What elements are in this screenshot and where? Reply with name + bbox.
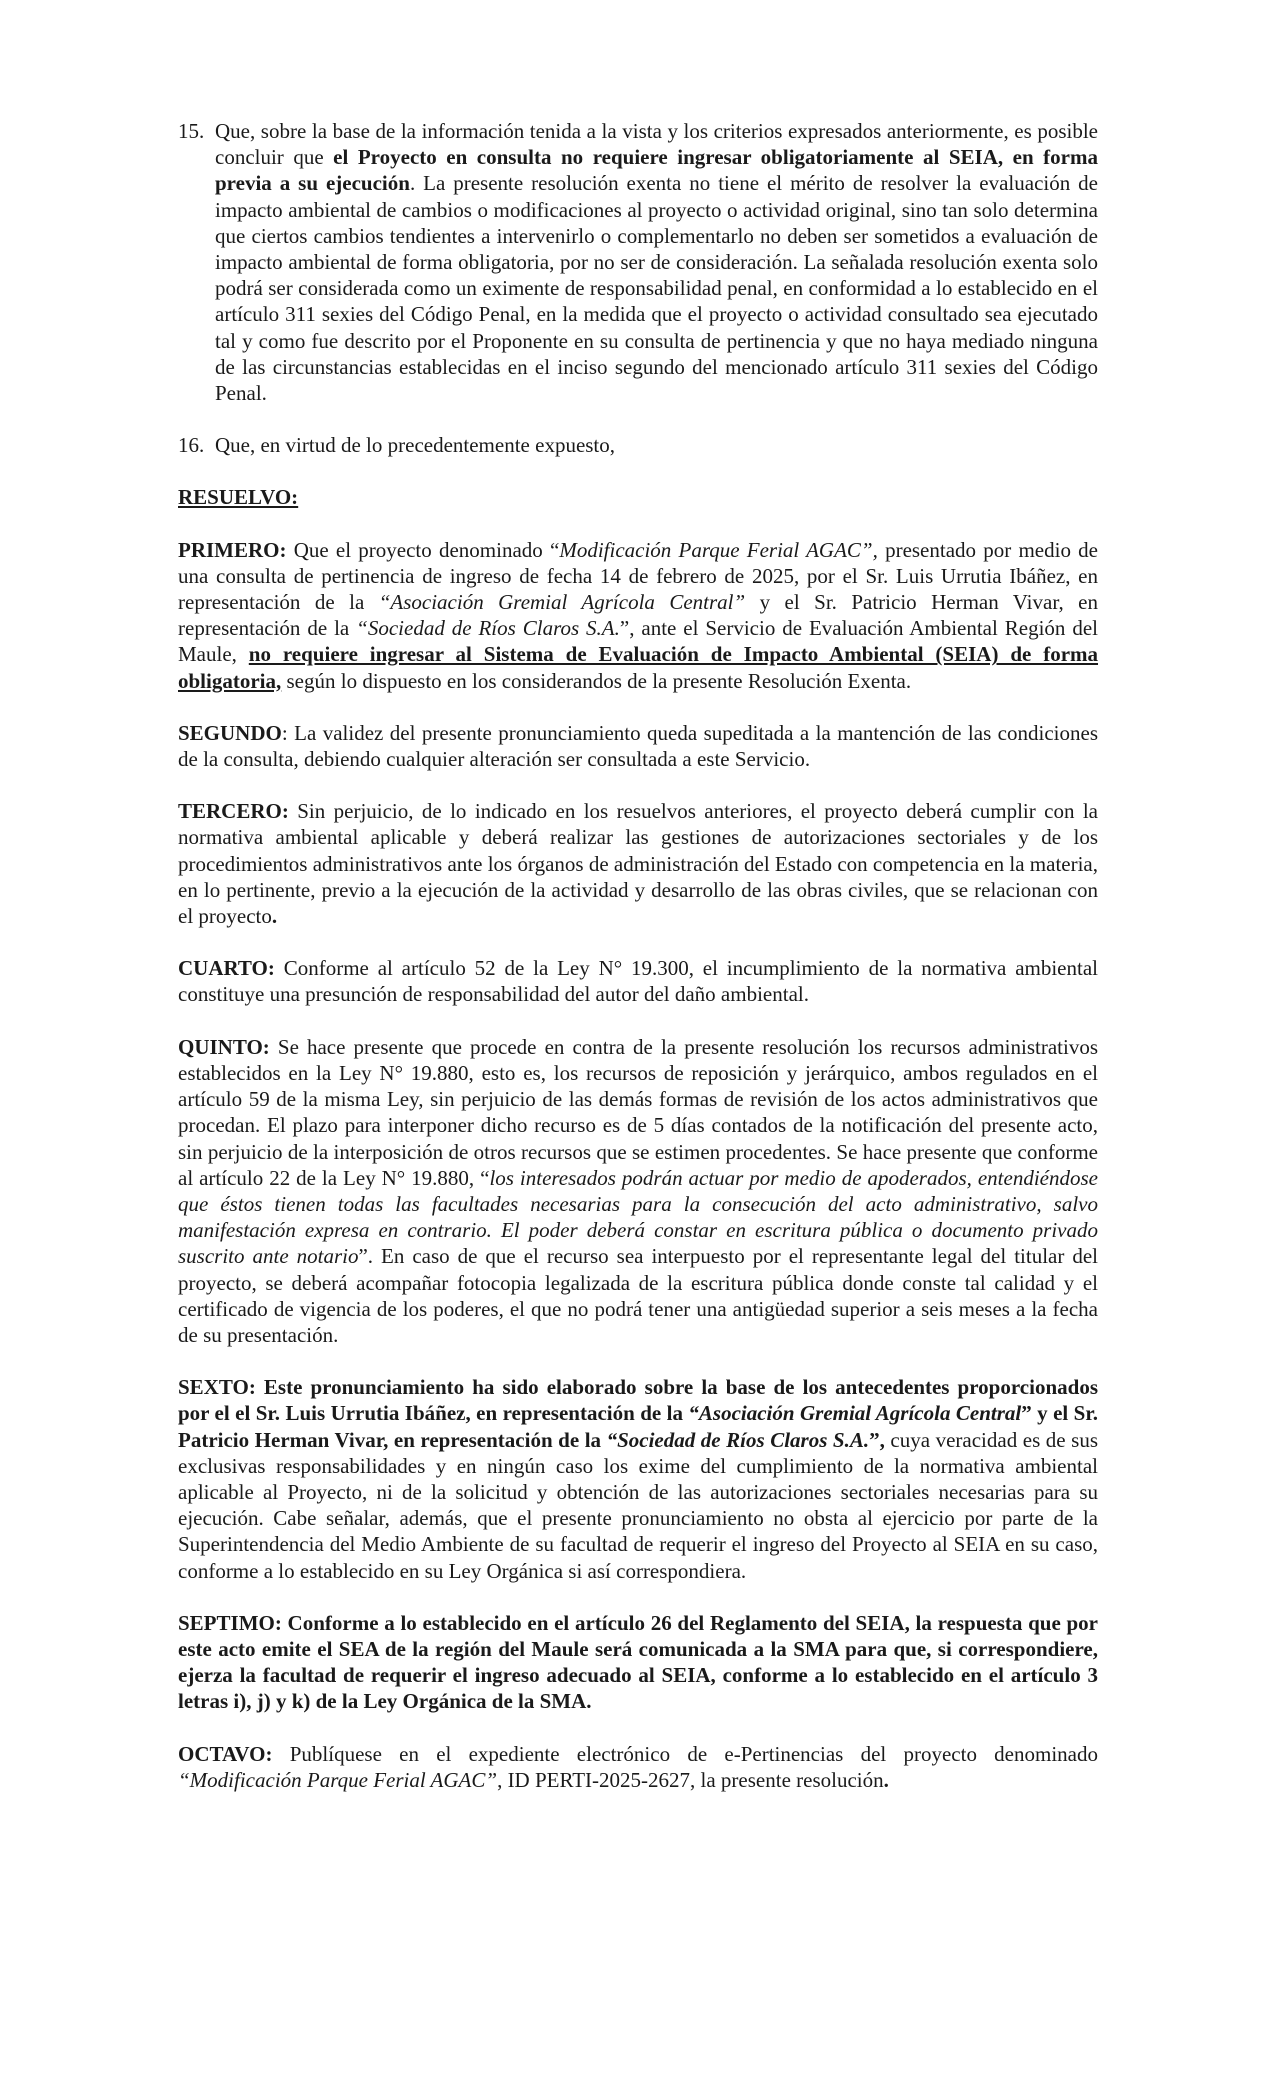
text-run: . La presente resolución exenta no tiene el mérito de resolver la evaluación de impacto ambiental de cambios o modificaciones al proyecto o actividad original, sino tan solo determina que ciertos cambios tendientes a intervenirlo o complementarlo no deben ser sometidos a evaluación de impacto ambiental de forma obligatoria, por no ser de consideración. La señalada resolución exenta solo podrá ser considerada como un eximente de responsabilidad penal, en conformidad a lo establecido en el artículo 311 sexies del Código Penal, en la medida que el proyecto o actividad consultado sea ejecutado tal y como fue descrito por el Proponente en su consulta de pertinencia y que no haya mediado ninguna de las circunstancias establecidas en el inciso segundo del mencionado artículo 311 sexies del Código Penal. [215,171,1098,406]
resuelvo-octavo [178,1741,1098,1793]
paragraph-text: Que, en virtud de lo precedentemente expuesto, [215,433,616,458]
bold-italic-run: “Asociación Gremial Agrícola Central [688,1401,1022,1426]
text-run: Se hace presente que procede en contra de la presente resolución los recursos administrativos establecidos en la Ley N° 19.880, esto es, los recursos de reposición y jerárquico, ambos regulados en el artículo 59 de la misma Ley, sin perjuicio de las demás formas de revisión de los actos administrativos que procedan. El plazo para interponer dicho recurso es de 5 días contados de la notificación del presente acto, sin perjuicio de la interposición de otros recursos que se estimen procedentes. Se hace presente que conforme al artículo 22 de la Ley N° 19.880, “ [178,1034,1098,1190]
document-body [178,118,1098,1793]
text-run: Que el proyecto denominado “ [286,537,560,562]
text-run: según lo dispuesto en los considerandos de la presente Resolución Exenta. [281,668,912,693]
italic-run: “Asociación Gremial Agrícola Central” [378,590,746,615]
paragraph-text [215,118,1098,406]
text-run: cuya veracidad es de sus exclusivas responsabilidades y en ningún caso los exime del cumplimiento de la normativa ambiental aplicable al Proyecto, ni de la solicitud y obtención de las autorizaciones sectoriales necesarias para su ejecución. Cabe señalar, además, que el presente pronunciamiento no obsta al ejercicio por parte de la Superintendencia del Medio Ambiente de su facultad de requerir el ingreso del Proyecto al SEIA en su caso, conforme a lo establecido en su Ley Orgánica si así correspondiera. [178,1427,1098,1583]
text-run: Publíquese en el expediente electrónico de e-Pertinencias del proyecto denominado [272,1741,1098,1766]
resuelvo-tercero [178,798,1098,929]
considerando-15 [178,118,1098,406]
text-run: ”. En caso de que el recurso sea interpuesto por el representante legal del titular del proyecto, se deberá acompañar fotocopia legalizada de la escritura pública donde conste tal calidad y el certificado de vigencia de los poderes, el que no podrá tener una antigüedad superior a seis meses a la fecha de su presentación. [178,1244,1098,1347]
resuelvo-sexto [178,1374,1098,1584]
item-number: 15. [178,119,205,143]
italic-quote: los interesados podrán actuar por medio de apoderados, entendiéndose que éstos tienen todas las facultades necesarias para la consecución del acto administrativo, salvo manifestación expresa en contrario. El poder deberá constar en escritura pública o documento privado suscrito ante notario [178,1165,1098,1269]
section-label: CUARTO: [178,956,275,981]
bold-run: ” y el Sr. Patricio Herman Vivar, en representación de la [178,1401,1098,1452]
section-label: QUINTO: [178,1034,270,1059]
bold-run: ”, [869,1427,885,1452]
italic-run: “Modificación Parque Ferial AGAC” [178,1767,498,1792]
considerando-16 [178,432,1098,458]
bold-italic-run: “Sociedad de Ríos Claros S.A. [606,1427,870,1452]
resuelvo-septimo [178,1610,1098,1715]
italic-run: Modificación Parque Ferial AGAC”, [559,537,878,562]
bold-period: . [883,1767,889,1792]
text-run: : La validez del presente pronunciamiento queda supeditada a la mantención de las condiciones de la consulta, debiendo cualquier alteración ser consultada a este Servicio. [178,720,1098,772]
italic-run: “Sociedad de Ríos Claros S.A. [356,616,620,641]
item-number: 16. [178,433,205,458]
section-label: OCTAVO: [178,1741,273,1766]
resuelvo-cuarto [178,955,1098,1007]
section-label: TERCERO: [178,799,289,824]
bold-run: SEPTIMO: Conforme a lo establecido en el artículo 26 del Reglamento del SEIA, la respuesta que por este acto emite el SEA de la región del Maule será comunicada a la SMA para que, si correspondiere, ejerza la facultad de requerir el ingreso adecuado al SEIA, conforme a lo establecido en el artículo 3 letras i), j) y k) de la Ley Orgánica de la SMA. [178,1610,1098,1714]
bold-run: el Proyecto en consulta no requiere ingresar obligatoriamente al SEIA, en forma previa a su ejecución [215,145,1098,196]
resuelvo-heading: RESUELVO: [178,485,299,510]
section-label: SEXTO [178,1375,249,1400]
bold-underline-run: no requiere ingresar al Sistema de Evaluación de Impacto Ambiental (SEIA) de forma obligatoria, [178,642,1099,693]
text-run: Conforme al artículo 52 de la Ley N° 19.300, el incumplimiento de la normativa ambiental constituye una presunción de responsabilidad del autor del daño ambiental. [178,956,1098,1007]
text-run: y el Sr. Patricio Herman Vivar, en representación de la [178,590,1098,641]
text-run: ”, ante el Servicio de Evaluación Ambiental Región del Maule, [178,616,1098,667]
text-run: , ID PERTI-2025-2627, la presente resolución [497,1767,884,1792]
text-run: presentado por medio de una consulta de pertinencia de ingreso de fecha 14 de febrero de 2025, por el Sr. Luis Urrutia Ibáñez, en representación de la [178,537,1098,615]
section-label: SEGUNDO [178,720,282,745]
text-run: Que, sobre la base de la información tenida a la vista y los criterios expresados anteriormente, es posible concluir que [215,119,1098,170]
bold-run: : Este pronunciamiento ha sido elaborado sobre la base de los antecedentes proporcionados por el el Sr. Luis Urrutia Ibáñez, en representación de la [178,1375,1098,1426]
resuelvo-quinto [178,1034,1098,1348]
text-run: Sin perjuicio, de lo indicado en los resuelvos anteriores, el proyecto deberá cumplir con la normativa ambiental aplicable y deberá realizar las gestiones de autorizaciones sectoriales y de los procedimientos administrativos ante los órganos de administración del Estado con competencia en la materia, en lo pertinente, previo a la ejecución de la actividad y desarrollo de las obras civiles, que se relacionan con el proyecto [178,799,1098,929]
bold-period: . [271,904,278,929]
resuelvo-segundo [178,720,1098,772]
resuelvo-primero [178,537,1098,694]
section-label: PRIMERO: [178,537,287,562]
